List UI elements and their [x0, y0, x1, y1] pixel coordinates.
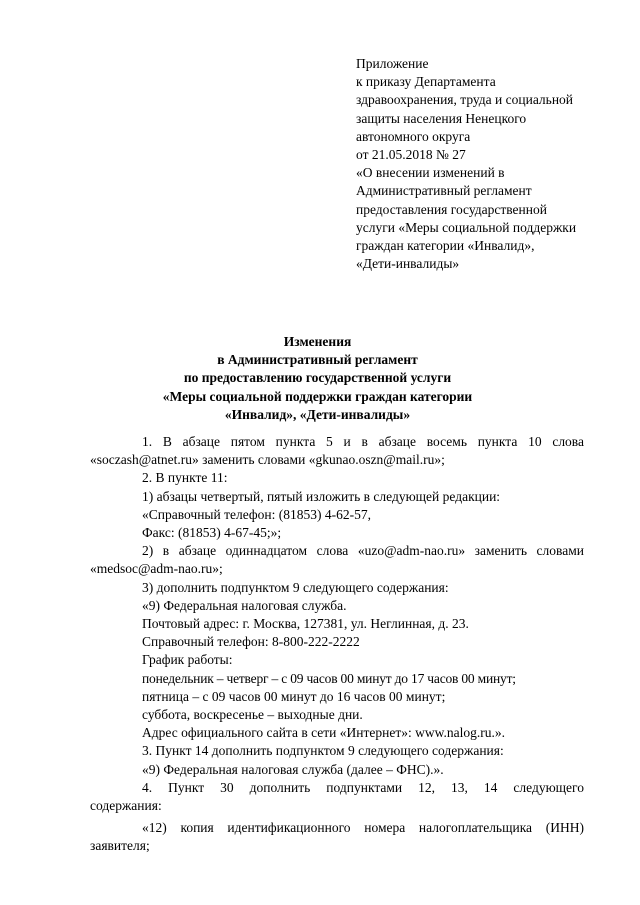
appendix-line: защиты населения Ненецкого: [356, 110, 527, 126]
document-body: [90, 433, 584, 856]
fns-line: «9) Федеральная налоговая служба.: [142, 597, 347, 613]
item-3-text: «9) Федеральная налоговая служба (далее – ФНС).».: [142, 761, 444, 777]
title-line: «Инвалид», «Дети-инвалиды»: [224, 406, 411, 422]
appendix-line: Административный регламент: [356, 183, 532, 199]
item-2-2-line-2: «medsoc@adm-nao.ru»;: [90, 561, 223, 577]
item-4-12-line-1: «12) копия идентификационного номера налогоплательщика (ИНН): [142, 820, 584, 836]
title-line: по предоставлению государственной услуги: [183, 370, 452, 386]
appendix-line: автономного округа: [356, 128, 471, 144]
title-line: Изменения: [283, 334, 352, 349]
appendix-line: граждан категории «Инвалид»,: [356, 238, 535, 254]
address-line: Почтовый адрес: г. Москва, 127381, ул. Неглинная, д. 23.: [142, 616, 469, 632]
item-1-line-2: «soczash@atnet.ru» заменить словами «gkunao.oszn@mail.ru»;: [90, 452, 445, 468]
appendix-line: «О внесении изменений в: [356, 165, 505, 181]
appendix-line: услуги «Меры социальной поддержки: [356, 219, 577, 235]
title-line: в Административный регламент: [217, 352, 418, 368]
title-line: «Меры социальной поддержки граждан категории: [162, 388, 473, 404]
item-4-line-2: содержания:: [90, 798, 162, 814]
item-4-line-1: 4. Пункт 30 дополнить подпунктами 12, 13, 14 следующего: [142, 779, 584, 795]
help-phone-line: Справочный телефон: 8-800-222-2222: [142, 634, 360, 650]
appendix-line: здравоохранения, труда и социальной: [356, 92, 574, 108]
friday-line: пятница – с 09 часов 00 минут до 16 часов 00 минут;: [142, 688, 446, 704]
appendix-line: Приложение: [356, 56, 429, 71]
appendix-line: предоставления государственной: [356, 201, 547, 217]
appendix-line: «Дети-инвалиды»: [356, 256, 460, 272]
weekend-line: суббота, воскресенье – выходные дни.: [142, 707, 363, 723]
appendix-line: к приказу Департамента: [356, 74, 496, 90]
document-title: [90, 333, 545, 424]
item-1-line-1: 1. В абзаце пятом пункта 5 и в абзаце восемь пункта 10 слова: [142, 434, 584, 449]
mon-thu-line: понедельник – четверг – с 09 часов 00 минут до 17 часов 00 минут;: [142, 670, 516, 686]
phone-line: «Справочный телефон: (81853) 4-62-57,: [142, 506, 371, 522]
appendix-block: [356, 55, 626, 273]
schedule-line: График работы:: [142, 652, 233, 668]
item-2-2-line-1: 2) в абзаце одиннадцатом слова «uzo@adm-nao.ru» заменить словами: [142, 543, 584, 559]
item-2-3: 3) дополнить подпунктом 9 следующего содержания:: [142, 579, 449, 595]
item-2: 2. В пункте 11:: [142, 470, 228, 486]
item-2-1: 1) абзацы четвертый, пятый изложить в следующей редакции:: [142, 488, 501, 504]
fax-line: Факс: (81853) 4-67-45;»;: [142, 525, 282, 541]
item-4-12-line-2: заявителя;: [90, 838, 150, 854]
site-line: Адрес официального сайта в сети «Интернет»: www.nalog.ru.».: [142, 725, 505, 741]
item-3: 3. Пункт 14 дополнить подпунктом 9 следующего содержания:: [142, 743, 504, 759]
appendix-line: от 21.05.2018 № 27: [356, 147, 466, 163]
